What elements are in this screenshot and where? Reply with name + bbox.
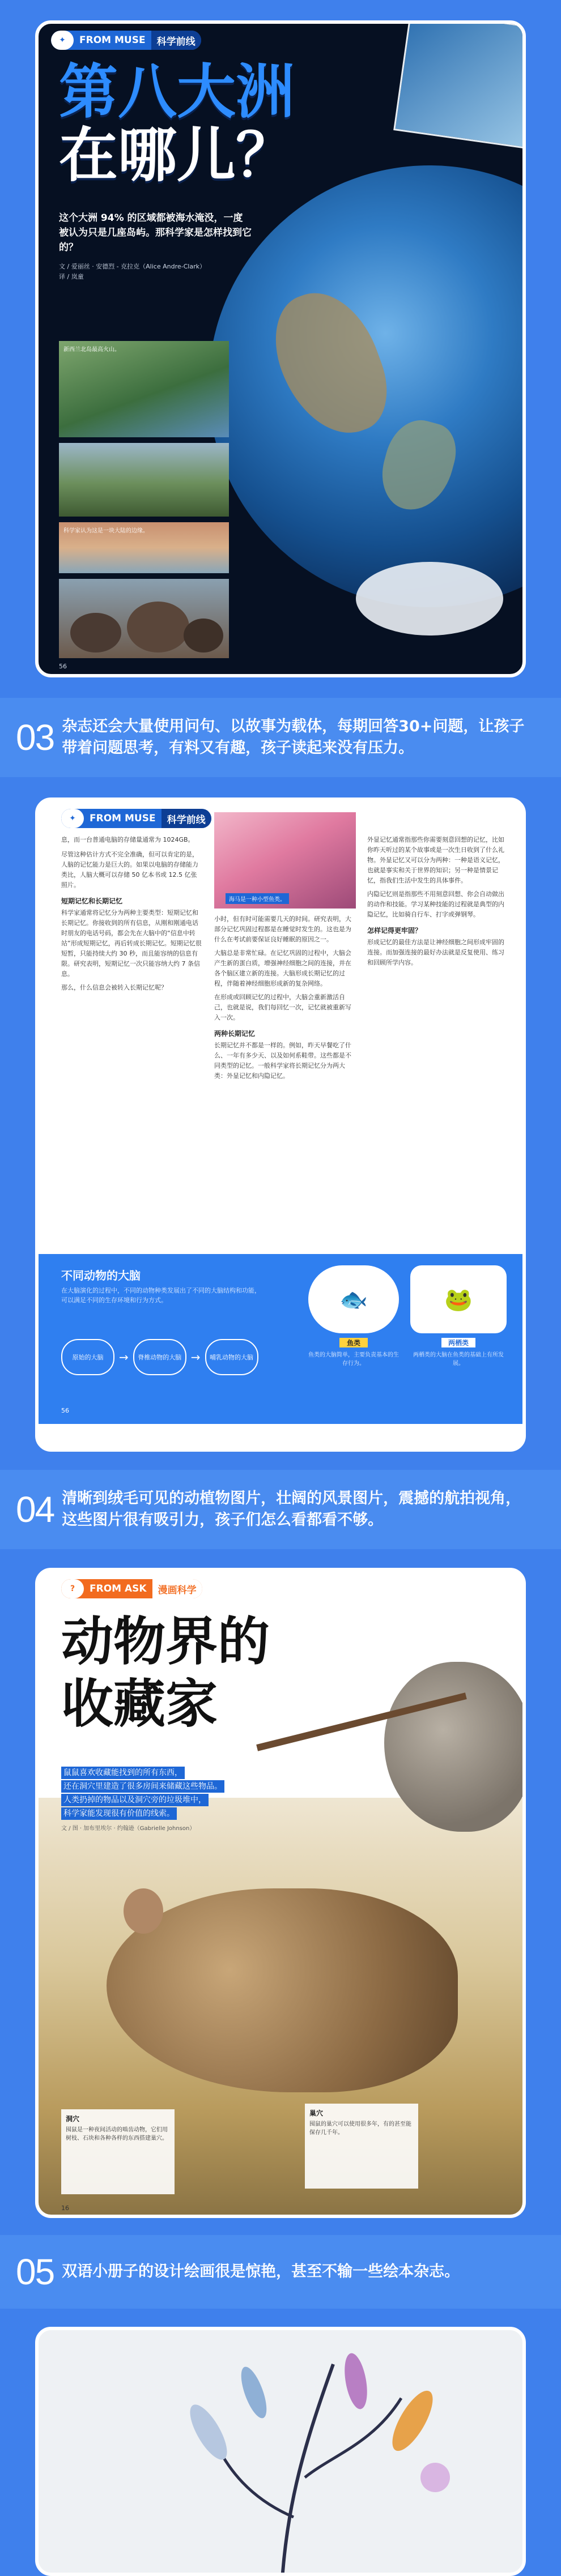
brand-tag [51,31,201,50]
photo-caption: 新西兰北岛最高火山。 [63,347,120,353]
booklet-illustration [35,2327,526,2576]
page-number: 56 [61,1407,69,1414]
caption-number: 04 [16,1489,54,1530]
caption-04 [0,1470,561,1549]
magazine-spread-memory [35,797,526,1452]
globe-ice [356,562,503,636]
boulder [127,602,189,652]
column-1 [61,835,203,993]
body-text: 形成记忆的最佳方法是让神经细胞之间形成牢固的连接。而加强连接的最好办法就是反复使用、练习和回顾所学内容。 [367,939,504,966]
body-text: 内隐记忆则是指那些不用刻意回想、你会自动做出的动作和技能。学习某种技能的过程就是典型的内隐记忆，比如骑自行车、打字或弹钢琴。 [367,890,504,918]
body-text: 尽管这种估计方式不完全准确，但可以肯定的是，人脑的记忆能力是巨大的。如果以电脑的存储能力类比，人脑大概可以存储 50 亿本书或 12.5 亿张照片。 [61,851,198,889]
caption-text: 杂志还会大量使用问句、以故事为载体，每期回答30+问题，让孩子带着问题思考，有料又有趣，孩子读起来没有压力。 [62,718,525,757]
brand-series: FROM MUSE [90,813,156,824]
magazine-spread-collector [35,1568,526,2218]
boulder [184,619,223,652]
column-3 [367,835,509,968]
body-text: 息，而一台普通电脑的存储量通常为 1024GB。 [61,836,194,843]
flow-diagram [61,1339,258,1375]
section-heading: 怎样记得更牢固？ [367,927,422,935]
highlight-line: 还在洞穴里建造了很多房间来储藏这些物品。 [61,1780,224,1793]
animal-label: 两栖类 [441,1338,475,1347]
title-line-2: 在哪儿？ [59,121,295,190]
byline: 文 / 爱丽丝 · 安德烈 - 克拉克（Alice Andre-Clark） [59,263,206,270]
highlight-intro [61,1767,299,1832]
caption-03 [0,698,561,777]
ask-logo-icon: ? [61,1579,84,1598]
page-number: 56 [59,663,67,670]
highlight-line: 鼠鼠喜欢收藏能找到的所有东西， [61,1767,185,1779]
section-heading: 两种长期记忆 [214,1030,256,1038]
title-line-1: 第八大洲 [59,57,295,126]
photo-caption: 海马是一种小型鱼类。 [226,893,289,904]
note-title: 巢穴 [309,2109,324,2117]
plant-illustration [39,2330,526,2576]
arrow-right-icon: → [119,1350,129,1364]
title-line-1: 动物界的 [61,1611,270,1672]
caption-text: 双语小册子的设计绘画很是惊艳，甚至不输一些绘本杂志。 [62,2263,460,2280]
note-box [61,2109,175,2194]
brand-series: FROM MUSE [79,35,146,46]
boulder [70,613,121,652]
map-inset [393,20,526,150]
caption-05 [0,2235,561,2309]
title-line-2: 收藏家 [61,1674,218,1734]
frog-illustration: 🐸 [410,1265,507,1333]
brand-tag-label: 科学前线 [162,809,211,828]
byline-translator: 译 / 岚童 [59,273,84,280]
flow-step: 原始的大脑 [61,1339,114,1375]
lead-text: 这个大洲 94% 的区域都被海水淹没，一度被认为只是几座岛屿。那科学家是怎样找到它的？ [59,212,252,253]
rat-ear [124,1888,163,1934]
byline: 文 / 图 · 加布里埃尔 · 约翰逊（Gabrielle Johnson） [61,1826,196,1832]
muse-logo-icon: ✦ [61,809,84,828]
body-text: 那么，什么信息会被转入长期记忆呢？ [61,984,167,991]
box-subtitle: 在大脑演化的过程中，不同的动物种类发展出了不同的大脑结构和功能，可以满足不同的生存环境和行为方式。 [61,1287,261,1304]
seahorse-photo [214,812,356,909]
note-text: 囤鼠的巢穴可以使用很多年，有的甚至能保存几千年。 [309,2121,411,2136]
page-title [59,57,295,190]
body-text: 小时，但有时可能需要几天的时间。研究表明，大部分记忆巩固过程都是在睡觉时发生的。这也是为什么在考试前要保证良好睡眠的原因之一。 [214,915,351,943]
body-text: 长期记忆并不都是一样的。例如，昨天早餐吃了什么、一年有多少天、以及如何系鞋带。这些都是不同类型的记忆。一般科学家将长期记忆分为两大类：外显记忆和内隐记忆。 [214,1042,351,1080]
brain-info-box [39,1254,526,1424]
flow-step: 脊椎动物的大脑 [133,1339,186,1375]
brand-tag-label: 科学前线 [151,31,201,50]
note-box [305,2104,418,2189]
body-text: 科学家通常将记忆分为两种主要类型：短期记忆和长期记忆。你接收到的所有信息，从刚和刚通电话时朋友的电话号码，都会先在大脑中的“信息中转站”形成短期记忆，再后转成长期记忆。短期记忆很短暂，只能持续大约 30 秒，而且能容纳的信息有限。研究表明，短期记忆一次只能容纳大约 7 条信息。 [61,909,202,978]
body-text: 外显记忆通常指那些你需要刻意回想的记忆，比如你昨天听过的某个故事或是一次生日收到了什么礼物。外显记忆又可以分为两种：一种是语义记忆，也就是事实和关于世界的知识；另一种是情景记忆，指我们生活中发生的具体事件。 [367,836,504,884]
photo-coast [59,522,229,573]
photo-boulders [59,579,229,658]
highlight-line: 人类扔掉的物品以及洞穴旁的垃圾堆中， [61,1794,209,1806]
animal-card-fish [308,1265,399,1407]
animal-desc: 两栖类的大脑在鱼类的基础上有所发展。 [413,1352,504,1367]
photo-aerial-island [59,341,229,437]
brand-series: FROM ASK [90,1583,147,1594]
brand-tag [61,809,211,828]
body-text: 在形成或回顾记忆的过程中，大脑会重新激活自己，也就是说，我们每回忆一次，记忆就被重新写入一次。 [214,993,351,1021]
fish-illustration: 🐟 [308,1265,399,1333]
flow-step: 哺乳动物的大脑 [205,1339,258,1375]
animal-label: 鱼类 [339,1338,368,1347]
caption-number: 03 [16,717,54,758]
caption-text: 清晰到绒毛可见的动植物图片，壮阔的风景图片，震撼的航拍视角，这些图片很有吸引力，孩子们怎么看都看不够。 [62,1490,521,1529]
brand-tag-label: 漫画科学 [152,1579,202,1598]
body-text: 大脑总是非常忙碌。在记忆巩固的过程中，大脑会产生新的蛋白质，增强神经细胞之间的连接，并在各个脑区建立新的连接。大脑形成长期记忆的过程，伴随着神经细胞形成新的复杂网络。 [214,949,351,987]
caption-number: 05 [16,2251,54,2292]
magazine-spread-continent [35,20,526,677]
animal-card-amphibian [410,1265,507,1407]
brand-tag [61,1579,202,1598]
section-heading: 短期记忆和长期记忆 [61,897,123,905]
highlight-line: 科学家能发现很有价值的线索。 [61,1807,177,1820]
photo-caption: 科学家认为这是一块大陆的边缘。 [63,528,148,534]
note-title: 洞穴 [66,2115,80,2123]
muse-logo-icon: ✦ [51,31,74,50]
arrow-right-icon: → [190,1350,201,1364]
note-text: 囤鼠是一种夜间活动的啮齿动物，它们用树枝、石块和各种各样的东西搭建巢穴。 [66,2127,168,2142]
animal-desc: 鱼类的大脑简单，主要负责基本的生存行为。 [308,1352,399,1367]
box-title: 不同动物的大脑 [61,1269,141,1282]
photo-volcano [59,443,229,517]
page-number: 16 [61,2204,69,2212]
column-2 [214,812,356,1081]
page-title [61,1611,270,1735]
